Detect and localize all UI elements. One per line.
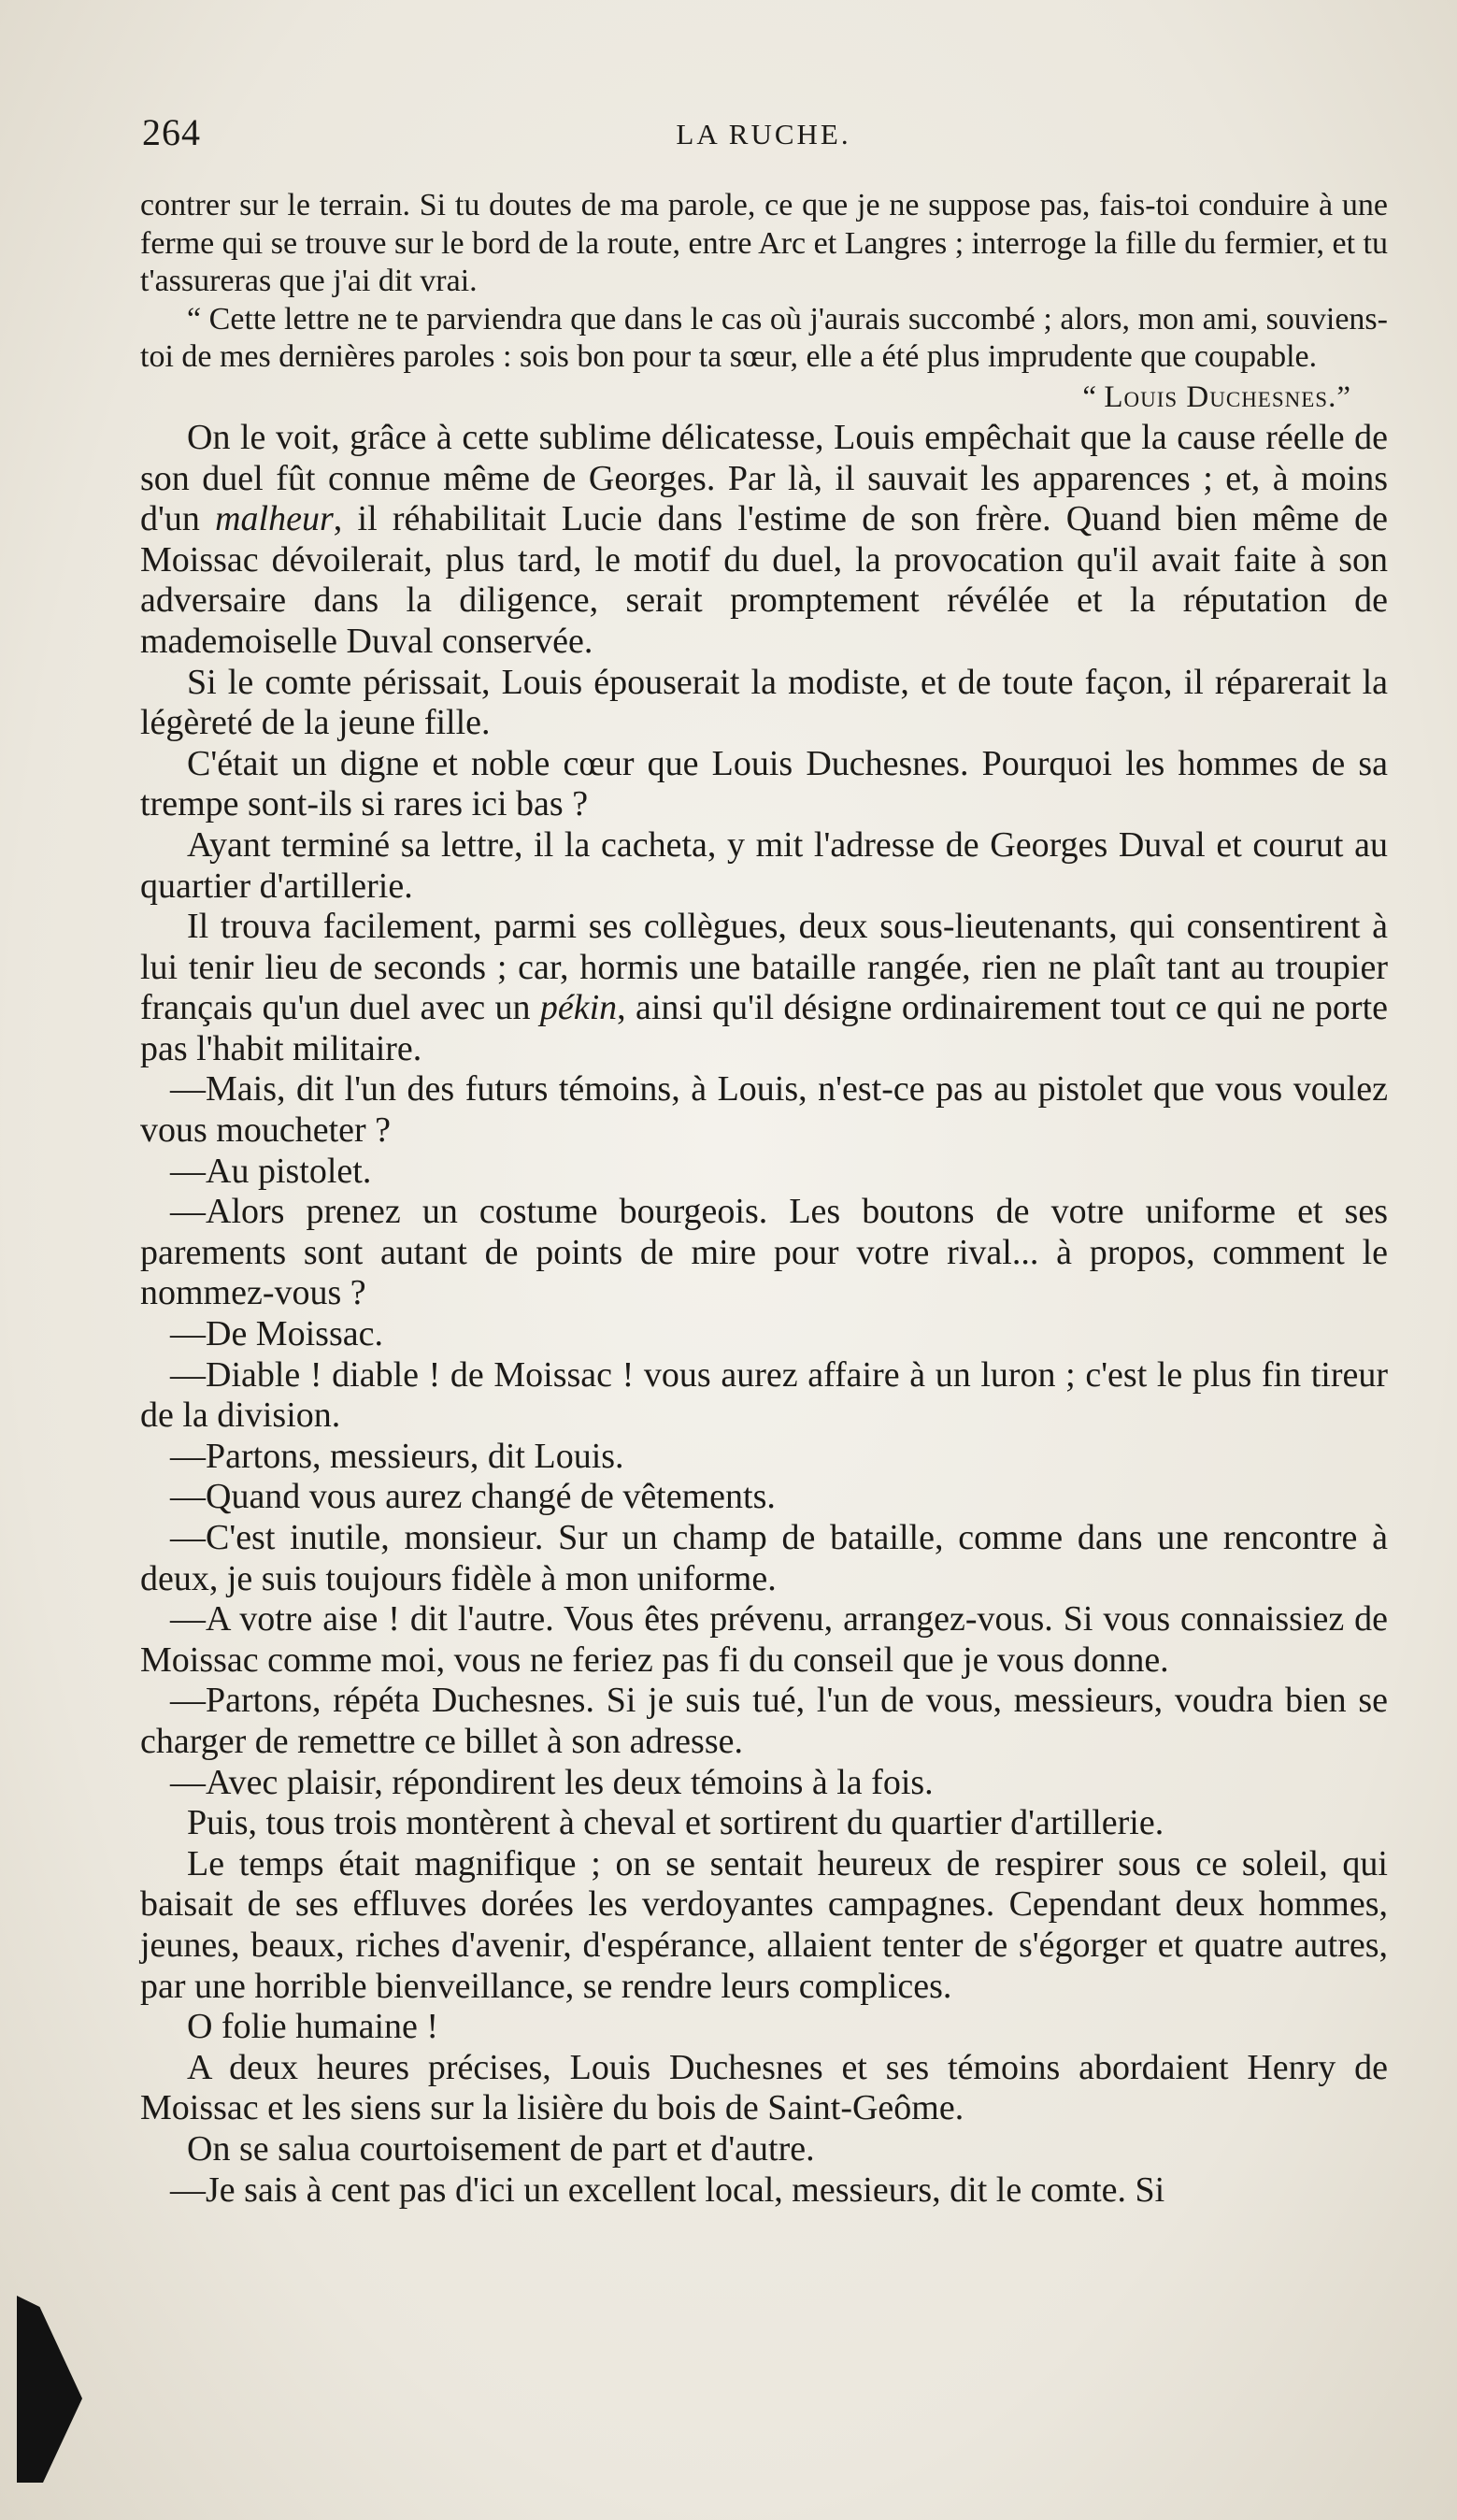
signature-close-quote: ”: [1336, 379, 1350, 414]
paragraph: C'était un digne et noble cœur que Louis Duchesnes. Pourquoi les hommes de sa trempe sont-ils si rares ici bas ?: [140, 743, 1388, 824]
dialogue-line: —Au pistolet.: [170, 1151, 372, 1191]
dialogue-line: —Je sais à cent pas d'ici un excellent local, messieurs, dit le comte. Si: [170, 2169, 1165, 2210]
paragraph: Puis, tous trois montèrent à cheval et sortirent du quartier d'artillerie.: [187, 1803, 1164, 1843]
paragraph: On le voit, grâce à cette sublime délicatesse, Louis empêchait que la cause réelle de son duel fût connue même de Georges. Par là, il sauvait les apparences ; et, à moins d'un malheur, il réhabilitait Lucie dans l'estime de son frère. Quand bien même de Moissac dévoilerait, plus tard, le motif du duel, la provocation qu'il avait faite à son adversaire dans la diligence, serait promptement révélée et la réputation de mademoiselle Duval conservée.: [140, 417, 1389, 661]
dialogue-line: —C'est inutile, monsieur. Sur un champ de bataille, comme dans une rencontre à deux, je suis toujours fidèle à mon uniforme.: [140, 1518, 1388, 1598]
dialogue-line: —Avec plaisir, répondirent les deux témoins à la fois.: [170, 1762, 934, 1802]
letter-paragraph: “ Cette lettre ne te parviendra que dans le cas où j'aurais succombé ; alors, mon ami, souviens-toi de mes dernières paroles : sois bon pour ta sœur, elle a été plus imprudente que coupable.: [140, 301, 1388, 375]
dialogue-line: —Diable ! diable ! de Moissac ! vous aurez affaire à un luron ; c'est le plus fin tireur de la division.: [140, 1354, 1388, 1436]
running-title: LA RUCHE.: [676, 118, 851, 150]
paragraph: O folie humaine !: [187, 2007, 439, 2047]
letter-signature: [140, 377, 1388, 418]
dialogue-line: —De Moissac.: [170, 1314, 383, 1354]
italic-word: malheur: [215, 499, 334, 539]
paragraph: On se salua courtoisement de part et d'autre.: [187, 2128, 815, 2169]
signature-name: Louis Duchesnes.: [1104, 379, 1337, 414]
dialogue-line: —Quand vous aurez changé de vêtements.: [170, 1477, 776, 1517]
dialogue-line: —Partons, messieurs, dit Louis.: [170, 1436, 624, 1476]
dialogue-line: —Alors prenez un costume bourgeois. Les boutons de votre uniforme et ses parements sont autant de points de mire pour votre rival... à propos, comment le nommez-vous ?: [140, 1192, 1388, 1313]
page-number: 264: [142, 111, 201, 153]
dialogue-line: —Mais, dit l'un des futurs témoins, à Louis, n'est-ce pas au pistolet que vous voulez vous moucheter ?: [140, 1069, 1388, 1151]
paragraph: A deux heures précises, Louis Duchesnes et ses témoins abordaient Henry de Moissac et les siens sur la lisière du bois de Saint-Geôme.: [140, 2047, 1388, 2128]
dialogue-line: —A votre aise ! dit l'autre. Vous êtes prévenu, arrangez-vous. Si vous connaissiez de Moissac comme moi, vous ne feriez pas fi du conseil que je vous donne.: [140, 1599, 1388, 1680]
paragraph: Il trouva facilement, parmi ses collègues, deux sous-lieutenants, qui consentirent à lui tenir lieu de seconds ; car, hormis une bataille rangée, rien ne plaît tant au troupier français qu'un duel avec un pékin, ainsi qu'il désigne ordinairement tout ce qui ne porte pas l'habit militaire.: [140, 907, 1389, 1068]
page-header: [142, 110, 1385, 166]
letter-paragraph: contrer sur le terrain. Si tu doutes de ma parole, ce que je ne suppose pas, fais-toi conduire à une ferme qui se trouve sur le bord de la route, entre Arc et Langres ; interroge la fille du fermier, et tu t'assureras que j'ai dit vrai.: [140, 188, 1388, 299]
ink-blot-mark: [17, 2296, 82, 2483]
paragraph: Le temps était magnifique ; on se sentait heureux de respirer sous ce soleil, qui baisait de ses effluves dorées les verdoyantes campagnes. Cependant deux hommes, jeunes, beaux, riches d'avenir, d'espérance, allaient tenter de s'égorger et quatre autres, par une horrible bienveillance, se rendre leurs complices.: [140, 1843, 1388, 2006]
italic-word: pékin: [539, 988, 618, 1028]
signature-open-quote: “: [1082, 379, 1105, 414]
paragraph: Ayant terminé sa lettre, il la cacheta, y mit l'adresse de Georges Duval et courut au quartier d'artillerie.: [140, 824, 1388, 906]
dialogue-line: —Partons, répéta Duchesnes. Si je suis tué, l'un de vous, messieurs, voudra bien se charger de remettre ce billet à son adresse.: [140, 1681, 1388, 1761]
page-text: [140, 187, 1388, 2211]
paragraph: Si le comte périssait, Louis épouserait la modiste, et de toute façon, il réparerait la légèreté de la jeune fille.: [140, 662, 1388, 743]
